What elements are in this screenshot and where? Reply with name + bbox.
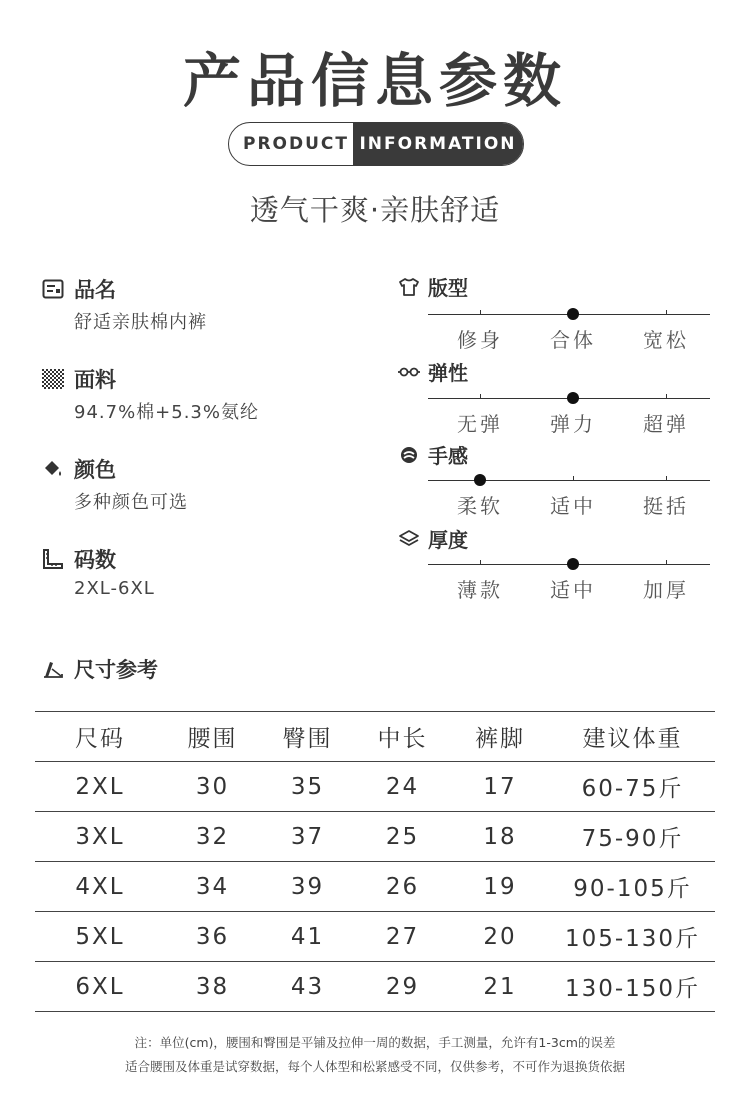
table-cell: 21 — [450, 962, 550, 1012]
scale-tick — [666, 394, 667, 399]
scale-fit-heading — [398, 272, 468, 301]
info-color-value: 多种颜色可选 — [74, 492, 188, 513]
table-cell: 29 — [355, 962, 450, 1012]
table-cell: 26 — [355, 862, 450, 912]
table-cell: 35 — [260, 762, 355, 812]
size-reference-heading — [42, 654, 158, 684]
table-cell: 75-90斤 — [550, 812, 715, 862]
scale-indicator-dot — [567, 392, 579, 404]
table-row — [35, 862, 715, 912]
badge-right-text: INFORMATION — [353, 123, 523, 165]
scale-option-label: 挺括 — [643, 494, 689, 518]
header-cell: 尺码 — [35, 712, 165, 762]
scale-option-label: 超弹 — [643, 412, 689, 436]
header-cell: 建议体重 — [550, 712, 715, 762]
info-fabric-value: 94.7%棉+5.3%氨纶 — [74, 402, 259, 423]
table-cell: 6XL — [35, 962, 165, 1012]
note-line-1: 注：单位(cm)，腰围和臀围是平铺及拉伸一周的数据，手工测量，允许有1-3cm的误差 — [134, 1035, 616, 1050]
scale-option-label: 适中 — [550, 578, 596, 602]
scale-option-label: 合体 — [550, 328, 596, 352]
page-subtitle: 透气干爽·亲肤舒适 — [249, 193, 501, 227]
scale-elasticity-label: 弹性 — [428, 361, 468, 385]
table-cell: 60-75斤 — [550, 762, 715, 812]
scale-tick — [480, 560, 481, 565]
ruler-icon — [42, 548, 64, 570]
table-row — [35, 812, 715, 862]
info-size-value: 2XL-6XL — [74, 578, 155, 599]
table-cell: 18 — [450, 812, 550, 862]
scale-tick — [573, 476, 574, 481]
scale-tick — [480, 394, 481, 399]
table-cell: 130-150斤 — [550, 962, 715, 1012]
scale-indicator-dot — [474, 474, 486, 486]
scale-option-label: 加厚 — [643, 578, 689, 602]
table-row — [35, 912, 715, 962]
touch-icon — [398, 445, 420, 465]
size-table-header — [35, 712, 715, 762]
scale-tick — [666, 560, 667, 565]
table-cell: 43 — [260, 962, 355, 1012]
table-cell: 27 — [355, 912, 450, 962]
table-cell: 105-130斤 — [550, 912, 715, 962]
scale-option-label: 修身 — [457, 328, 503, 352]
scale-indicator-dot — [567, 308, 579, 320]
stretch-icon — [398, 362, 420, 382]
scale-option-label: 柔软 — [457, 494, 503, 518]
scale-line — [428, 480, 710, 481]
scale-thickness-heading — [398, 524, 468, 553]
info-name-heading — [42, 274, 116, 304]
scale-fit — [428, 314, 710, 352]
table-cell: 34 — [165, 862, 260, 912]
table-cell: 38 — [165, 962, 260, 1012]
info-size-label: 码数 — [74, 548, 116, 572]
scale-elasticity — [428, 398, 710, 436]
scale-option-label: 宽松 — [643, 328, 689, 352]
scale-indicator-dot — [567, 558, 579, 570]
info-badge — [228, 122, 524, 166]
table-cell: 32 — [165, 812, 260, 862]
scale-feel-label: 手感 — [428, 444, 468, 468]
name-card-icon — [42, 279, 64, 299]
scale-option-label: 薄款 — [457, 578, 503, 602]
table-cell: 37 — [260, 812, 355, 862]
table-cell: 17 — [450, 762, 550, 812]
table-cell: 2XL — [35, 762, 165, 812]
table-cell: 90-105斤 — [550, 862, 715, 912]
layers-icon — [398, 529, 420, 549]
scale-option-label: 无弹 — [457, 412, 503, 436]
scale-option-label: 弹力 — [550, 412, 596, 436]
info-fabric-heading — [42, 364, 116, 394]
badge-left-text: PRODUCT — [243, 134, 349, 154]
size-reference-label: 尺寸参考 — [74, 658, 158, 682]
scale-thickness — [428, 564, 710, 602]
header-cell: 臀围 — [260, 712, 355, 762]
table-row — [35, 962, 715, 1012]
header-cell: 中长 — [355, 712, 450, 762]
table-cell: 24 — [355, 762, 450, 812]
info-size-heading — [42, 544, 116, 574]
paint-bucket-icon — [42, 459, 64, 479]
table-cell: 39 — [260, 862, 355, 912]
info-fabric-label: 面料 — [74, 368, 116, 392]
table-cell: 20 — [450, 912, 550, 962]
header-cell: 腰围 — [165, 712, 260, 762]
table-row — [35, 762, 715, 812]
tshirt-icon — [398, 277, 420, 297]
table-cell: 30 — [165, 762, 260, 812]
scale-tick — [666, 310, 667, 315]
info-name-label: 品名 — [74, 278, 116, 302]
scale-option-label: 适中 — [550, 494, 596, 518]
page-title: 产品信息参数 — [182, 47, 567, 115]
scale-fit-label: 版型 — [428, 276, 468, 300]
scale-feel — [428, 480, 710, 518]
size-table — [35, 711, 715, 1012]
table-cell: 5XL — [35, 912, 165, 962]
fabric-texture-icon — [42, 369, 64, 389]
scale-feel-heading — [398, 440, 468, 469]
scale-tick — [480, 310, 481, 315]
pencil-ruler-icon — [42, 659, 64, 679]
scale-elasticity-heading — [398, 357, 468, 386]
header-cell: 裤脚 — [450, 712, 550, 762]
table-cell: 41 — [260, 912, 355, 962]
note-line-2: 适合腰围及体重是试穿数据，每个人体型和松紧感受不同，仅供参考，不可作为退换货依据 — [124, 1059, 625, 1074]
table-cell: 4XL — [35, 862, 165, 912]
scale-tick — [666, 476, 667, 481]
info-color-heading — [42, 454, 116, 484]
info-color-label: 颜色 — [74, 458, 116, 482]
table-cell: 3XL — [35, 812, 165, 862]
scale-thickness-label: 厚度 — [428, 528, 468, 552]
info-name-value: 舒适亲肤棉内裤 — [74, 312, 207, 333]
table-cell: 19 — [450, 862, 550, 912]
table-cell: 36 — [165, 912, 260, 962]
table-cell: 25 — [355, 812, 450, 862]
